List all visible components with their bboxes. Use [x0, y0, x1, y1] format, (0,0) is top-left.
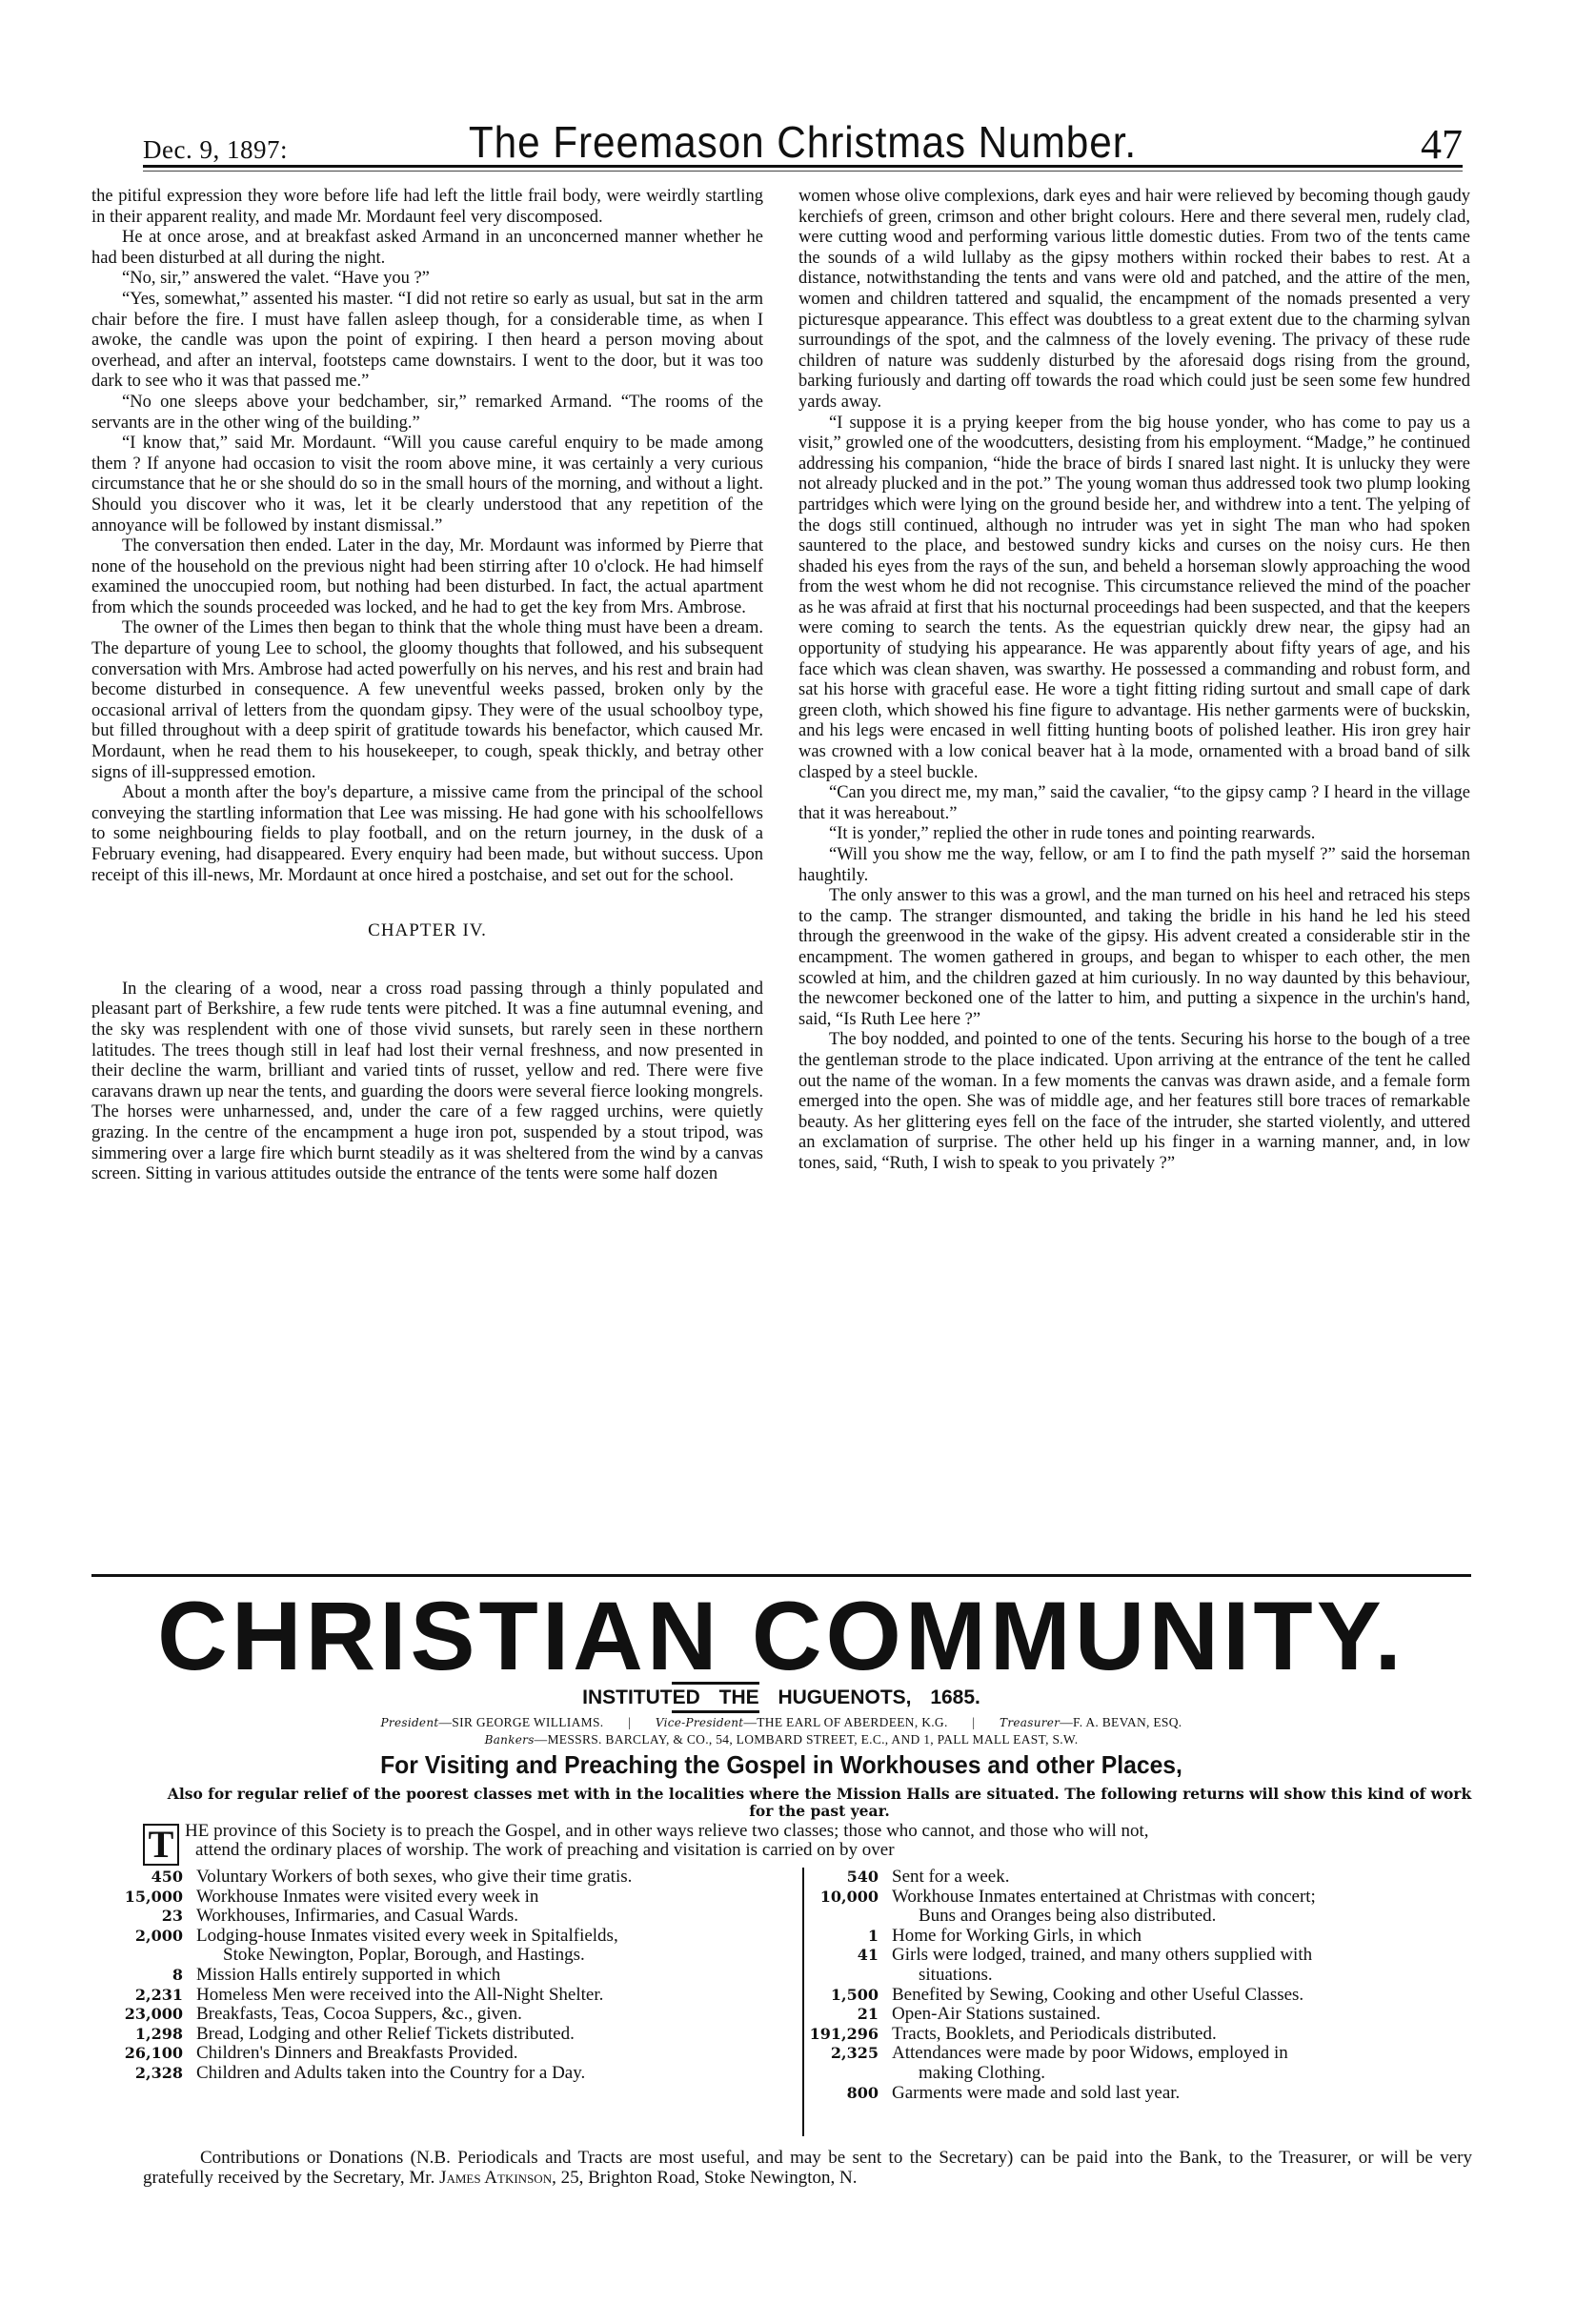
item-count: 1,298 — [134, 2024, 183, 2043]
officer-name: —SIR GEORGE WILLIAMS. — [438, 1715, 604, 1729]
item-count: 2,328 — [134, 2063, 183, 2082]
item-count: 21 — [857, 2005, 879, 2024]
item-count: 15,000 — [124, 1887, 183, 1906]
list-item — [91, 1966, 778, 1986]
header-rule-thin — [143, 171, 1463, 172]
drop-cap-ornament: T — [143, 1824, 179, 1866]
item-description — [196, 1927, 778, 1966]
item-count: 10,000 — [819, 1887, 879, 1906]
item-count: 2,325 — [830, 2044, 879, 2063]
item-description — [892, 1927, 1471, 1947]
story-left-column — [91, 187, 763, 1185]
list-item — [804, 1927, 1471, 1947]
item-count: 800 — [846, 2083, 879, 2102]
publication-title: The Freemason Christmas Number. — [468, 117, 1138, 167]
issue-date: Dec. 9, 1897: — [143, 135, 288, 164]
item-count: 26,100 — [124, 2044, 183, 2063]
paragraph: The owner of the Limes then began to think that the whole thing must have been a dream. The departure of young Lee to school, the gloomy thoughts that followed, and his subsequent conversation with Mrs. Ambrose had acted powerfully on his nerves, and his rest and brain had become disturbed in consequence. A few uneventful weeks passed, broken only by the occasional arrival of letters from the quondam gipsy. They were of the usual schoolboy type, but filled throughout with a deep spirit of gratitude towards his benefactor, which caused Mr. Mordaunt, when he read them to his housekeeper, to cough, speak thickly, and betray other signs of ill-suppressed emotion. — [91, 618, 763, 782]
paragraph: In the clearing of a wood, near a cross road passing through a thinly populated and pleasant part of Berkshire, a few rude tents were pitched. It was a fine autumnal evening, and the sky was resplendent with one of those vivid sunsets, but rarely seen in these northern latitudes. The trees though still in leaf had lost their vernal freshness, and now presented in their decline the warm, brilliant and varied tints of russet, yellow and red. There were five caravans drawn up near the tents, and guarding the doors were several fierce looking mongrels. The horses were unharnessed, and, under the care of a few ragged urchins, were quietly grazing. In the centre of the encampment a huge iron pot, suspended by a stout tripod, was simmering over a large fire which burnt steadily as it was sheltered from the wind by a canvas screen. Sitting in various attitudes outside the entrance of the tents were some half dozen — [91, 979, 763, 1184]
item-text: Lodging-house Inmates visited every week in Spitalfields, — [196, 1925, 618, 1946]
item-description — [196, 2064, 778, 2084]
item-description — [196, 1888, 778, 1908]
paragraph: “I suppose it is a prying keeper from the big house yonder, who has come to pay us a visit,” growled one of the woodcutters, desisting from his employment. “Madge,” he continued addressing his companion, “hide the brace of birds I snared last night. It is unlucky they were not already plucked and in the pot.” The young woman thus addressed took two plump looking partridges which were lying on the ground beside her, and withdrew into a tent. The yelping of the dogs still continued, although no intruder was yet in sight The man who had spoken sauntered to the place, and bestowed sundry kicks and curses on the noisy curs. He then shaded his eyes from the rays of the sun, and beheld a horseman slowly approaching the wood from the west whom he did not recognise. This circumstance relieved the mind of the poacher as he was afraid at first that his nocturnal proceedings had been suspected, and that the keepers were coming to search the tents. As the equestrian quickly drew near, the gipsy had an opportunity of studying his appearance. He was apparently about fifty years of age, and his face which was clean shaven, was swarthy. He possessed a commanding and robust form, and sat his horse with graceful ease. He wore a tight fitting riding surtout and small cape of dark green cloth, which showed his fine figure to advantage. His nether garments were of buckskin, and his legs were encased in well fitting hunting boots of polished leather. His iron grey hair was crowned with a low conical beaver hat à la mode, ornamented with a broad band of silk clasped by a steel buckle. — [798, 413, 1470, 782]
list-item — [91, 2005, 778, 2025]
item-text: Workhouses, Infirmaries, and Casual Wards. — [196, 1906, 518, 1927]
ad-headline: CHRISTIAN COMMUNITY. — [157, 1582, 1405, 1690]
item-text: Workhouse Inmates were visited every week in — [196, 1886, 539, 1907]
list-item — [804, 2044, 1471, 2083]
item-description — [196, 1986, 778, 2006]
page-header — [143, 112, 1463, 170]
item-text: Children's Dinners and Breakfasts Provided. — [196, 2043, 518, 2064]
paragraph: About a month after the boy's departure, a missive came from the principal of the school conveying the startling information that Lee was missing. He had gone with his schoolfellows to some neighbouring fields to play football, and on the return journey, in the dusk of a February evening, had disappeared. Every enquiry had been made, but without success. Upon receipt of this ill-news, Mr. Mordaunt at once hired a postchaise, and set out for the school. — [91, 783, 763, 885]
item-count: 450 — [151, 1868, 183, 1886]
item-count: 8 — [172, 1965, 183, 1984]
secretary-address: , 25, Brighton Road, Stoke Newington, N. — [552, 2168, 858, 2188]
item-count: 23 — [161, 1907, 183, 1926]
separator: | — [972, 1715, 976, 1729]
item-description — [892, 1986, 1471, 2006]
ad-instituted — [91, 1687, 1471, 1709]
item-description — [196, 2005, 778, 2025]
paragraph: The only answer to this was a growl, and the man turned on his heel and retraced his steps to the camp. The stranger dismounted, and taking the bridle in his hand he led his steed through the greenwood in the wake of the gipsy. His advent created a considerable stir in the encampment. The women gathered in groups, and began to whisper to each other, the men scowled at him, and the children gazed at him curiously. In no way daunted by this behaviour, the newcomer beckoned one of the latter to him, and putting a sixpence in the urchin's hand, said, “Is Ruth Lee here ?” — [798, 886, 1470, 1029]
item-description — [892, 1888, 1471, 1927]
instituted-label: INSTITUTED — [582, 1687, 700, 1708]
returns-list-right — [802, 1868, 1471, 2136]
officer-label: Vice-President — [655, 1716, 744, 1729]
short-rule — [672, 1710, 759, 1713]
bankers-label: Bankers — [484, 1733, 535, 1747]
list-item — [804, 1946, 1471, 1985]
item-text: Sent for a week. — [892, 1867, 1010, 1887]
item-count: 1 — [867, 1926, 879, 1945]
item-text: Open-Air Stations sustained. — [892, 2004, 1101, 2025]
item-description — [892, 2025, 1471, 2045]
item-text: Homeless Men were received into the All-Night Shelter. — [196, 1984, 604, 2005]
list-item — [91, 1986, 778, 2006]
paragraph: “No, sir,” answered the valet. “Have you ?” — [122, 269, 430, 289]
paragraph: “No one sleeps above your bedchamber, sir,” remarked Armand. “The rooms of the servants are in the other wing of the building.” — [91, 392, 763, 433]
item-description — [892, 1868, 1471, 1888]
item-text: Girls were lodged, trained, and many others supplied with — [892, 1945, 1313, 1966]
item-count: 2,231 — [134, 1985, 183, 2004]
item-text: Attendances were made by poor Widows, employed in — [892, 2043, 1288, 2064]
list-item — [91, 1868, 778, 1888]
page-number: 47 — [1421, 121, 1463, 168]
list-item — [804, 1986, 1471, 2006]
officer-name: —THE EARL OF ABERDEEN, K.G. — [743, 1715, 948, 1729]
section-divider — [91, 1574, 1471, 1577]
officer-label: President — [380, 1716, 439, 1729]
paragraph: The conversation then ended. Later in the day, Mr. Mordaunt was informed by Pierre that none of the household on the previous night had been stirring after 10 o'clock. He had himself examined the unoccupied room, but nothing had been disturbed. In fact, the actual apartment from which the sounds proceeded was locked, and he had to get the key from Mrs. Ambrose. — [91, 536, 763, 617]
item-count: 2,000 — [134, 1926, 183, 1945]
item-text: Garments were made and sold last year. — [892, 2082, 1181, 2103]
item-text: Benefited by Sewing, Cooking and other Useful Classes. — [892, 1984, 1304, 2005]
list-item — [804, 2025, 1471, 2045]
officer-label: Treasurer — [1000, 1716, 1061, 1729]
item-count: 41 — [857, 1946, 879, 1965]
item-description — [892, 2084, 1471, 2104]
item-count: 540 — [846, 1868, 879, 1886]
item-continuation: making Clothing. — [919, 2062, 1045, 2083]
item-text: Bread, Lodging and other Relief Tickets distributed. — [196, 2023, 575, 2044]
intro-line: attend the ordinary places of worship. The work of preaching and visitation is carried on by over — [195, 1840, 895, 1860]
bankers-line — [91, 1732, 1471, 1747]
item-text: Voluntary Workers of both sexes, who give their time gratis. — [196, 1867, 633, 1887]
ad-also-text: Also for regular relief of the poorest classes met with in the localities where the Mission Halls are situated. The following returns will show this kind of work for the past year. — [167, 1785, 1472, 1820]
item-count: 1,500 — [830, 1985, 879, 2004]
item-count: 191,296 — [809, 2024, 879, 2043]
item-description — [892, 1946, 1471, 1985]
item-text: Tracts, Booklets, and Periodicals distributed. — [892, 2023, 1217, 2044]
list-item — [804, 2005, 1471, 2025]
ad-purpose: For Visiting and Preaching the Gospel in Workhouses and other Places, — [380, 1750, 1182, 1779]
item-description — [196, 2025, 778, 2045]
paragraph: “Yes, somewhat,” assented his master. “I did not retire so early as usual, but sat in the arm chair before the fire. I must have fallen asleep though, for a considerable time, as when I awoke, the candle was upon the point of expiring. I then heard a person moving about overhead, and after an interval, footsteps came downstairs. I went to the door, but it was too dark to see who it was that passed me.” — [91, 289, 763, 392]
item-description — [892, 2044, 1471, 2083]
paragraph: “Can you direct me, my man,” said the cavalier, “to the gipsy camp ? I heard in the village that it was hereabout.” — [798, 783, 1470, 823]
paragraph: the pitiful expression they wore before life had left the little frail body, were weirdly startling in their apparent reality, and made Mr. Mordaunt feel very discomposed. — [91, 187, 763, 227]
paragraph: “It is yonder,” replied the other in rude tones and pointing rearwards. — [829, 824, 1316, 844]
item-text: Breakfasts, Teas, Cocoa Suppers, &c., given. — [196, 2004, 522, 2025]
paragraph: women whose olive complexions, dark eyes and hair were relieved by becoming though gaudy kerchiefs of green, crimson and other bright colours. Here and there several men, rudely clad, were cutting wood and performing various little domestic duties. From two of the tents came the sounds of a wild lullaby as the gipsy mothers within rocked their babes to rest. At a distance, notwithstanding the tents and vans were old and patched, and the attire of the men, women and children tattered and squalid, the encampment of the nomads presented a very picturesque appearance. This effect was doubtless to a great extent due to the charming sylvan surroundings of the spot, and the calmness of the lovely evening. The privacy of these rude children of nature was suddenly disturbed by the aforesaid dogs rising from the ground, barking furiously and darting off towards the road which could just be seen some few hundred yards away. — [798, 187, 1470, 412]
separator: | — [628, 1715, 632, 1729]
list-item — [804, 1888, 1471, 1927]
short-rule — [672, 1682, 759, 1685]
item-continuation: Stoke Newington, Poplar, Borough, and Hastings. — [223, 1945, 585, 1966]
item-continuation: situations. — [919, 1964, 993, 1985]
paragraph: The boy nodded, and pointed to one of the tents. Securing his horse to the bough of a tree the gentleman strode to the place indicated. Upon arriving at the entrance of the tent he called out the name of the woman. In a few moments the canvas was drawn aside, and a female form emerged into the open. She was of middle age, and her features still bore traces of remarkable beauty. As her glittering eyes fell on the face of the intruder, she started violently, and uttered an exclamation of surprise. The other held up his finger in a warning manner, and, in low tones, said, “Ruth, I wish to speak to you privately ?” — [798, 1030, 1470, 1173]
item-continuation: Buns and Oranges being also distributed. — [919, 1906, 1217, 1927]
item-description — [196, 1868, 778, 1888]
list-item — [91, 1927, 778, 1966]
list-item — [804, 2084, 1471, 2104]
item-description — [196, 2044, 778, 2064]
item-text: Children and Adults taken into the Country for a Day. — [196, 2062, 586, 2083]
officers-line — [91, 1715, 1471, 1730]
item-text: Mission Halls entirely supported in which — [196, 1964, 501, 1985]
item-description — [196, 1907, 778, 1927]
officer-name: —F. A. BEVAN, ESQ. — [1060, 1715, 1182, 1729]
contributions-notice — [143, 2148, 1472, 2188]
secretary-name: James Atkinson — [439, 2168, 553, 2188]
item-description — [892, 2005, 1471, 2025]
item-text: Home for Working Girls, in which — [892, 1925, 1141, 1946]
chapter-heading: CHAPTER IV. — [368, 920, 487, 941]
list-item — [91, 1907, 778, 1927]
list-item — [91, 2064, 778, 2084]
paragraph: “I know that,” said Mr. Mordaunt. “Will you cause careful enquiry to be made among them ? If anyone had occasion to visit the room above mine, it was certainly a very curious circumstance that he or she should do so in the small hours of the morning, and without a light. Should you discover who it was, let it be clearly understood that any repetition of the annoyance will be followed by instant dismissal.” — [91, 434, 763, 535]
bankers-value: —MESSRS. BARCLAY, & CO., 54, LOMBARD STREET, E.C., AND 1, PALL MALL EAST, S.W. — [534, 1732, 1079, 1747]
header-rule — [143, 165, 1463, 168]
list-item — [91, 1888, 778, 1908]
intro-line: HE province of this Society is to preach the Gospel, and in other ways relieve two classes; those who cannot, and those who will not, — [185, 1821, 1149, 1841]
contributions-text: Contributions or Donations (N.B. Periodicals and Tracts are most useful, and may be sent to the Secretary) can be paid into the Bank, to the Treasurer, or will be very gratefully received by the Secretary, Mr. — [143, 2148, 1472, 2188]
list-item — [91, 2044, 778, 2064]
item-description — [196, 1966, 778, 1986]
item-text: Workhouse Inmates entertained at Christmas with concert; — [892, 1886, 1316, 1907]
paragraph: He at once arose, and at breakfast asked Armand in an unconcerned manner whether he had been disturbed at all during the night. — [91, 228, 763, 268]
list-item — [91, 2025, 778, 2045]
item-count: 23,000 — [124, 2005, 183, 2024]
founders: THE HUGUENOTS, 1685. — [718, 1687, 980, 1708]
paragraph: “Will you show me the way, fellow, or am I to find the path myself ?” said the horseman haughtily. — [798, 845, 1470, 885]
list-item — [804, 1868, 1471, 1888]
story-right-column — [798, 187, 1470, 1175]
returns-list-left — [91, 1868, 778, 2084]
